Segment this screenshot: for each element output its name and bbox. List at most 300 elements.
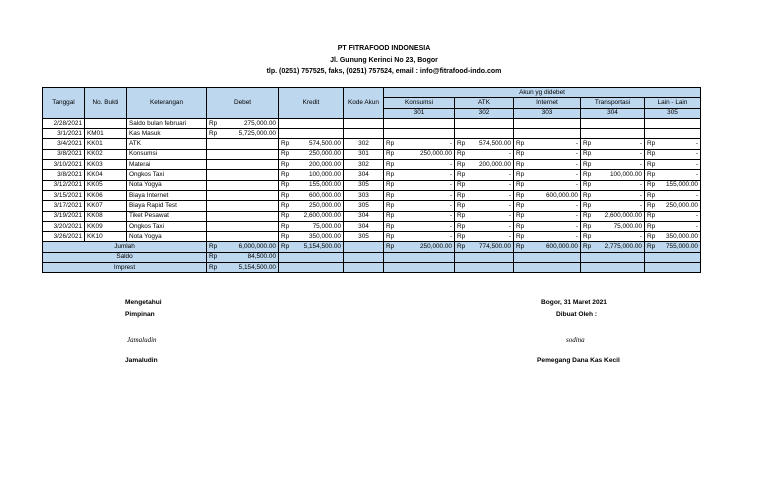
table-row [43, 232, 701, 242]
amount-value: 250,000.00 [420, 243, 452, 251]
voucher-cell: KK09 [85, 221, 127, 231]
total-label: Jumlah [43, 242, 207, 252]
amount-value: 2,600,000.00 [604, 212, 642, 220]
amount-value: - [508, 222, 511, 230]
account-amount-cell [581, 211, 645, 221]
kredit-cell [279, 211, 344, 221]
amount-value: - [575, 160, 578, 168]
sig-left-name: Jamaludin [125, 357, 158, 364]
currency-label: Rp [516, 212, 525, 220]
amount-value: 600,000.00 [546, 243, 578, 251]
amount-value: - [508, 191, 511, 199]
amount-value: 250,000.00 [420, 150, 452, 158]
description-cell: Nota Yogya [127, 232, 207, 242]
account-amount-cell [455, 170, 514, 180]
empty-cell [514, 263, 581, 273]
col-header-account-name: Lain - Lain [645, 98, 701, 108]
debet-cell [207, 232, 279, 242]
currency-label: Rp [457, 191, 466, 199]
date-cell: 3/12/2021 [43, 180, 85, 190]
account-amount-cell [514, 139, 581, 149]
amount-value: 5,154,500.00 [303, 243, 341, 251]
date-cell: 3/1/2021 [43, 129, 85, 139]
empty-cell [344, 252, 384, 262]
total-account-cell [384, 242, 455, 252]
amount-value: 155,000.00 [666, 181, 698, 189]
amount-value: 755,000.00 [666, 243, 698, 251]
debet-cell [207, 211, 279, 221]
account-amount-cell [581, 160, 645, 170]
saldo-row [43, 252, 701, 262]
col-header-account-code: 305 [645, 108, 701, 118]
sig-left-role: Pimpinan [125, 311, 155, 318]
currency-label: Rp [516, 140, 525, 148]
voucher-cell: KK10 [85, 232, 127, 242]
kredit-cell [279, 118, 344, 128]
currency-label: Rp [386, 212, 395, 220]
date-cell: 3/8/2021 [43, 149, 85, 159]
currency-label: Rp [386, 150, 395, 158]
account-amount-cell [384, 129, 455, 139]
account-amount-cell [581, 190, 645, 200]
currency-label: Rp [583, 222, 592, 230]
currency-label: Rp [209, 263, 218, 271]
currency-label: Rp [516, 191, 525, 199]
date-cell: 3/26/2021 [43, 232, 85, 242]
amount-value: - [695, 222, 698, 230]
col-header-debet: Debet [207, 88, 279, 119]
account-amount-cell [455, 190, 514, 200]
empty-cell [384, 252, 455, 262]
voucher-cell: KK02 [85, 149, 127, 159]
kredit-cell [279, 129, 344, 139]
debet-cell [207, 221, 279, 231]
col-header-kredit: Kredit [279, 88, 344, 119]
amount-value: 200,000.00 [309, 160, 341, 168]
account-code-cell: 301 [344, 149, 384, 159]
voucher-cell [85, 118, 127, 128]
table-row [43, 160, 701, 170]
total-account-cell [514, 242, 581, 252]
description-cell: Saldo bulan februari [127, 118, 207, 128]
account-amount-cell [645, 149, 701, 159]
amount-value: - [575, 171, 578, 179]
amount-value: - [639, 201, 642, 209]
voucher-cell: KK05 [85, 180, 127, 190]
company-name: PT FITRAFOOD INDONESIA [337, 45, 431, 52]
table-row [43, 190, 701, 200]
empty-cell [514, 252, 581, 262]
currency-label: Rp [516, 243, 525, 251]
amount-value: 574,500.00 [309, 140, 341, 148]
currency-label: Rp [583, 212, 592, 220]
account-amount-cell [581, 149, 645, 159]
header-row-1 [43, 88, 701, 98]
account-amount-cell [514, 160, 581, 170]
account-amount-cell [645, 232, 701, 242]
currency-label: Rp [457, 232, 466, 240]
account-amount-cell [455, 221, 514, 231]
col-header-kode-akun: Kode Akun [344, 88, 384, 119]
account-amount-cell [514, 190, 581, 200]
col-header-account-code: 302 [455, 108, 514, 118]
account-amount-cell [514, 129, 581, 139]
amount-value: 250,000.00 [309, 150, 341, 158]
handwritten-signature-right: sodina [566, 336, 585, 344]
currency-label: Rp [386, 140, 395, 148]
currency-label: Rp [281, 201, 290, 209]
empty-cell [581, 252, 645, 262]
col-header-tanggal: Tanggal [43, 88, 85, 119]
empty-cell [455, 263, 514, 273]
col-header-keterangan: Keterangan [127, 88, 207, 119]
account-amount-cell [581, 180, 645, 190]
account-amount-cell [455, 201, 514, 211]
currency-label: Rp [457, 181, 466, 189]
amount-value: - [508, 181, 511, 189]
currency-label: Rp [583, 191, 592, 199]
amount-value: - [449, 212, 452, 220]
amount-value: 5,154,500.00 [238, 263, 276, 271]
description-cell: Kas Masuk [127, 129, 207, 139]
currency-label: Rp [281, 191, 290, 199]
kredit-cell [279, 139, 344, 149]
currency-label: Rp [281, 171, 290, 179]
debet-cell [207, 118, 279, 128]
amount-value: 2,775,000.00 [604, 243, 642, 251]
amount-value: 200,000.00 [479, 160, 511, 168]
account-amount-cell [514, 118, 581, 128]
amount-value: 84,500.00 [247, 253, 276, 261]
table-row [43, 139, 701, 149]
amount-value: - [508, 201, 511, 209]
account-amount-cell [455, 160, 514, 170]
amount-value: 75,000.00 [312, 222, 341, 230]
empty-cell [581, 263, 645, 273]
currency-label: Rp [583, 150, 592, 158]
amount-value: - [575, 222, 578, 230]
currency-label: Rp [457, 160, 466, 168]
currency-label: Rp [647, 171, 656, 179]
amount-value: - [575, 232, 578, 240]
empty-cell [645, 263, 701, 273]
total-account-cell [645, 242, 701, 252]
imprest-label: Imprest [43, 263, 207, 273]
amount-value: 600,000.00 [309, 191, 341, 199]
description-cell: Nota Yogya [127, 180, 207, 190]
account-amount-cell [384, 201, 455, 211]
currency-label: Rp [209, 119, 218, 127]
account-amount-cell [645, 170, 701, 180]
amount-value: - [449, 191, 452, 199]
currency-label: Rp [281, 222, 290, 230]
description-cell: Biaya Internet [127, 190, 207, 200]
account-code-cell: 305 [344, 201, 384, 211]
currency-label: Rp [386, 222, 395, 230]
table-row [43, 149, 701, 159]
amount-value: 600,000.00 [546, 191, 578, 199]
currency-label: Rp [583, 171, 592, 179]
voucher-cell: KK06 [85, 190, 127, 200]
currency-label: Rp [647, 212, 656, 220]
account-amount-cell [384, 160, 455, 170]
amount-value: - [449, 222, 452, 230]
currency-label: Rp [647, 160, 656, 168]
currency-label: Rp [647, 181, 656, 189]
account-amount-cell [581, 118, 645, 128]
handwritten-signature-left: Jamaludin [127, 336, 157, 344]
account-amount-cell [581, 221, 645, 231]
currency-label: Rp [516, 232, 525, 240]
amount-value: - [449, 140, 452, 148]
amount-value: - [695, 171, 698, 179]
currency-label: Rp [457, 150, 466, 158]
account-amount-cell [455, 232, 514, 242]
currency-label: Rp [457, 140, 466, 148]
date-cell: 3/17/2021 [43, 201, 85, 211]
amount-value: 275,000.00 [244, 119, 276, 127]
currency-label: Rp [209, 129, 218, 137]
col-header-akun-group: Akun yg didebet [384, 88, 701, 98]
kredit-cell [279, 180, 344, 190]
kredit-cell [279, 170, 344, 180]
col-header-account-name: Konsumsi [384, 98, 455, 108]
table-row [43, 129, 701, 139]
amount-value: - [449, 160, 452, 168]
amount-value: - [449, 181, 452, 189]
account-amount-cell [645, 118, 701, 128]
empty-cell [384, 263, 455, 273]
kredit-cell [279, 190, 344, 200]
amount-value: - [575, 140, 578, 148]
account-amount-cell [384, 139, 455, 149]
empty-cell [455, 252, 514, 262]
account-amount-cell [384, 180, 455, 190]
account-amount-cell [645, 221, 701, 231]
currency-label: Rp [583, 160, 592, 168]
voucher-cell: KK01 [85, 139, 127, 149]
table-row [43, 201, 701, 211]
currency-label: Rp [386, 232, 395, 240]
currency-label: Rp [583, 243, 592, 251]
table-row [43, 170, 701, 180]
currency-label: Rp [386, 181, 395, 189]
account-amount-cell [581, 201, 645, 211]
account-amount-cell [514, 232, 581, 242]
empty-cell [279, 252, 344, 262]
account-amount-cell [581, 129, 645, 139]
amount-value: - [508, 150, 511, 158]
col-header-account-name: Internet [514, 98, 581, 108]
col-header-account-code: 303 [514, 108, 581, 118]
col-header-account-code: 301 [384, 108, 455, 118]
imprest-value [207, 263, 279, 273]
amount-value: - [695, 191, 698, 199]
date-cell: 3/8/2021 [43, 170, 85, 180]
currency-label: Rp [583, 232, 592, 240]
col-header-account-name: ATK [455, 98, 514, 108]
account-amount-cell [384, 221, 455, 231]
voucher-cell: KK03 [85, 160, 127, 170]
account-code-cell: 302 [344, 139, 384, 149]
currency-label: Rp [386, 243, 395, 251]
currency-label: Rp [281, 140, 290, 148]
account-code-cell: 303 [344, 190, 384, 200]
currency-label: Rp [647, 222, 656, 230]
saldo-label: Saldo [43, 252, 207, 262]
kredit-cell [279, 160, 344, 170]
account-amount-cell [455, 118, 514, 128]
currency-label: Rp [281, 243, 290, 251]
debet-cell [207, 160, 279, 170]
amount-value: 250,000.00 [666, 201, 698, 209]
company-address: Jl. Gunung Kerinci No 23, Bogor [330, 57, 438, 64]
currency-label: Rp [516, 201, 525, 209]
table-row [43, 211, 701, 221]
amount-value: 100,000.00 [610, 171, 642, 179]
total-debet [207, 242, 279, 252]
account-amount-cell [455, 211, 514, 221]
amount-value: 6,000,000.00 [238, 243, 276, 251]
description-cell: Konsumsi [127, 149, 207, 159]
date-cell: 3/4/2021 [43, 139, 85, 149]
debet-cell [207, 170, 279, 180]
currency-label: Rp [516, 171, 525, 179]
amount-value: - [575, 201, 578, 209]
account-code-cell: 304 [344, 221, 384, 231]
account-amount-cell [645, 139, 701, 149]
amount-value: 774,500.00 [479, 243, 511, 251]
date-cell: 2/28/2021 [43, 118, 85, 128]
col-header-account-name: Transportasi [581, 98, 645, 108]
amount-value: - [639, 140, 642, 148]
sig-right-title: Dibuat Oleh : [556, 311, 598, 318]
amount-value: 155,000.00 [309, 181, 341, 189]
empty-cell [344, 263, 384, 273]
empty-cell [279, 263, 344, 273]
currency-label: Rp [516, 222, 525, 230]
kredit-cell [279, 221, 344, 231]
amount-value: - [639, 232, 642, 240]
account-code-cell [344, 118, 384, 128]
currency-label: Rp [647, 191, 656, 199]
account-amount-cell [455, 180, 514, 190]
description-cell: ATK [127, 139, 207, 149]
table-row [43, 118, 701, 128]
total-row [43, 242, 701, 252]
account-code-cell: 302 [344, 160, 384, 170]
account-code-cell: 305 [344, 232, 384, 242]
amount-value: - [508, 212, 511, 220]
currency-label: Rp [281, 160, 290, 168]
account-amount-cell [514, 180, 581, 190]
amount-value: 350,000.00 [309, 232, 341, 240]
account-amount-cell [581, 139, 645, 149]
debet-cell [207, 139, 279, 149]
empty-cell [645, 252, 701, 262]
account-amount-cell [455, 149, 514, 159]
amount-value: 350,000.00 [666, 232, 698, 240]
account-amount-cell [514, 221, 581, 231]
amount-value: - [639, 181, 642, 189]
account-amount-cell [581, 170, 645, 180]
currency-label: Rp [457, 201, 466, 209]
description-cell: Biaya Rapid Test [127, 201, 207, 211]
currency-label: Rp [583, 140, 592, 148]
account-amount-cell [384, 118, 455, 128]
amount-value: - [575, 212, 578, 220]
amount-value: 250,000.00 [309, 201, 341, 209]
amount-value: - [575, 150, 578, 158]
voucher-cell: KK04 [85, 170, 127, 180]
voucher-cell: KK08 [85, 211, 127, 221]
currency-label: Rp [281, 181, 290, 189]
voucher-cell: KM01 [85, 129, 127, 139]
amount-value: - [695, 160, 698, 168]
voucher-cell: KK07 [85, 201, 127, 211]
total-account-cell [581, 242, 645, 252]
sig-right-place-date: Bogor, 31 Maret 2021 [541, 299, 607, 306]
date-cell: 3/20/2021 [43, 221, 85, 231]
currency-label: Rp [209, 243, 218, 251]
date-cell: 3/10/2021 [43, 160, 85, 170]
currency-label: Rp [386, 201, 395, 209]
amount-value: 5,725,000.00 [238, 129, 276, 137]
account-code-cell [344, 129, 384, 139]
amount-value: - [695, 140, 698, 148]
account-amount-cell [645, 129, 701, 139]
account-amount-cell [645, 211, 701, 221]
account-amount-cell [581, 232, 645, 242]
total-kredit [279, 242, 344, 252]
debet-cell [207, 129, 279, 139]
currency-label: Rp [281, 212, 290, 220]
account-amount-cell [384, 170, 455, 180]
currency-label: Rp [457, 222, 466, 230]
amount-value: 100,000.00 [309, 171, 341, 179]
total-code-cell [344, 242, 384, 252]
debet-cell [207, 190, 279, 200]
account-amount-cell [455, 139, 514, 149]
currency-label: Rp [457, 243, 466, 251]
company-contact: tlp. (0251) 757525, faks, (0251) 757524, email : info@fitrafood-indo.com [266, 68, 502, 75]
account-amount-cell [514, 149, 581, 159]
account-code-cell: 304 [344, 211, 384, 221]
currency-label: Rp [386, 191, 395, 199]
amount-value: - [449, 201, 452, 209]
amount-value: - [639, 150, 642, 158]
amount-value: - [639, 191, 642, 199]
currency-label: Rp [516, 160, 525, 168]
imprest-row [43, 263, 701, 273]
account-amount-cell [384, 211, 455, 221]
amount-value: - [449, 171, 452, 179]
kredit-cell [279, 201, 344, 211]
currency-label: Rp [647, 232, 656, 240]
kredit-cell [279, 232, 344, 242]
date-cell: 3/15/2021 [43, 190, 85, 200]
currency-label: Rp [583, 181, 592, 189]
description-cell: Tiket Pesawat [127, 211, 207, 221]
account-amount-cell [384, 190, 455, 200]
currency-label: Rp [516, 150, 525, 158]
account-amount-cell [384, 149, 455, 159]
kredit-cell [279, 149, 344, 159]
amount-value: 574,500.00 [479, 140, 511, 148]
currency-label: Rp [209, 253, 218, 261]
currency-label: Rp [516, 181, 525, 189]
table-row [43, 180, 701, 190]
